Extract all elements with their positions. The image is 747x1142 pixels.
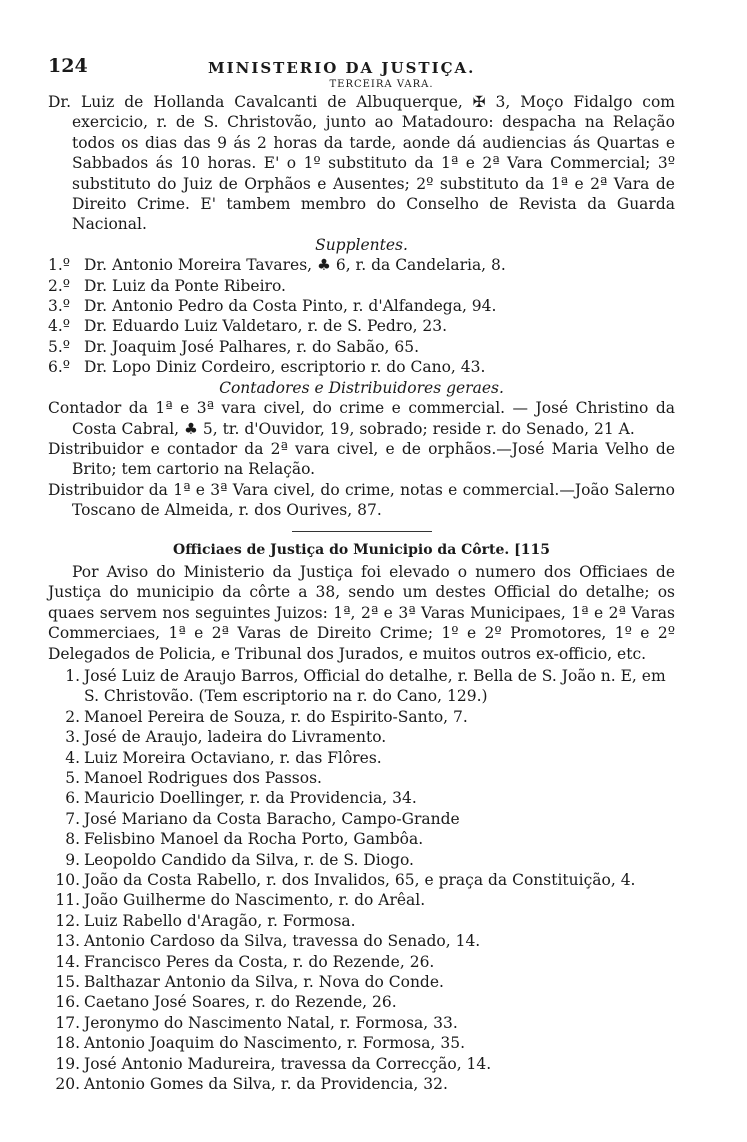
list-item: 6. Mauricio Doellinger, r. da Providencia, 34. (65, 789, 417, 808)
supplente-item: 1.º Dr. Antonio Moreira Tavares, ♣ 6, r. da Candelaria, 8. (48, 256, 506, 275)
list-item: 9. Leopoldo Candido da Silva, r. de S. Diogo. (65, 850, 414, 869)
list-item: 10. João da Costa Rabello, r. dos Invalidos, 65, e praça da Constituição, 4. (55, 871, 636, 890)
list-item: 4. Luiz Moreira Octaviano, r. das Flôres. (65, 748, 382, 767)
list-item: 8. Felisbino Manoel da Rocha Porto, Gambôa. (65, 830, 424, 849)
officiaes-intro: Por Aviso do Ministerio da Justiça foi elevado o numero dos Officiaes de Justiça do municipio da côrte a 38, sendo um destes Official do detalhe; os quaes servem nos seguintes Juizos: 1ª, 2ª e 3ª Varas Municipaes, 1ª e 2ª Varas Commerciaes, 1ª e 2ª Varas de Direito Crime; 1º e 2º Promotores, 1º e 2º Delegados de Policia, e Tribunal dos Jurados, e muitos outros ex-officio, etc. (48, 562, 675, 663)
list-item: 16. Caetano José Soares, r. do Rezende, 26. (55, 993, 397, 1012)
list-item: 3. José de Araujo, ladeira do Livramento. (65, 728, 387, 747)
list-item: 18. Antonio Joaquim do Nascimento, r. Formosa, 35. (55, 1034, 465, 1053)
section-title: TERCEIRA VARA. (329, 79, 434, 90)
list-item: 7. José Mariano da Costa Baracho, Campo-Grande (65, 809, 460, 828)
section-divider (292, 531, 432, 532)
list-item: 20. Antonio Gomes da Silva, r. da Providencia, 32. (55, 1075, 448, 1094)
list-item: 12. Luiz Rabello d'Aragão, r. Formosa. (55, 911, 356, 930)
list-item: 11. João Guilherme do Nascimento, r. do Arêal. (55, 891, 426, 910)
supplente-item: 4.º Dr. Eduardo Luiz Valdetaro, r. de S. Pedro, 23. (48, 317, 448, 336)
list-item: 17. Jeronymo do Nascimento Natal, r. Formosa, 33. (55, 1013, 458, 1032)
distribuidor-paragraph: Distribuidor e contador da 2ª vara civel, e de orphãos.—José Maria Velho de Brito; tem cartorio na Relação. (48, 439, 675, 479)
contador-paragraph: Contador da 1ª e 3ª vara civel, do crime e commercial. — José Christino da Costa Cabral, ♣ 5, tr. d'Ouvidor, 19, sobrado; reside r. do Senado, 21 A. (48, 399, 675, 438)
officiaes-list (48, 666, 675, 1095)
distribuidor-paragraph: Distribuidor da 1ª e 3ª Vara civel, do crime, notas e commercial.—João Salerno Toscano de Almeida, r. dos Ourives, 87. (48, 480, 675, 520)
list-item: 14. Francisco Peres da Costa, r. do Rezende, 26. (55, 952, 435, 971)
supplente-item: 2.º Dr. Luiz da Ponte Ribeiro. (48, 276, 286, 295)
officiaes-heading: Officiaes de Justiça do Municipio da Côrte. [115 (173, 541, 550, 558)
supplentes-list (48, 255, 675, 377)
page-header (48, 56, 675, 78)
list-item: 13. Antonio Cardoso da Silva, travessa do Senado, 14. (55, 932, 481, 951)
contadores-heading: Contadores e Distribuidores geraes. (219, 378, 504, 397)
list-item: 19. José Antonio Madureira, travessa da Correcção, 14. (55, 1054, 492, 1073)
supplente-item: 5.º Dr. Joaquim José Palhares, r. do Sabão, 65. (48, 337, 420, 356)
supplente-item: 3.º Dr. Antonio Pedro da Costa Pinto, r. d'Alfandega, 94. (48, 297, 497, 316)
list-item: 5. Manoel Rodrigues dos Passos. (65, 769, 322, 787)
page-number: 124 (48, 55, 88, 77)
running-title: MINISTERIO DA JUSTIÇA. (208, 59, 476, 77)
supplentes-heading: Supplentes. (315, 235, 408, 254)
list-item: 15. Balthazar Antonio da Silva, r. Nova do Conde. (55, 973, 444, 992)
list-item: 2. Manoel Pereira de Souza, r. do Espirito-Santo, 7. (65, 707, 468, 726)
list-item: 1. José Luiz de Araujo Barros, Official do detalhe, r. Bella de S. João n. E, em S. Christovão. (Tem escriptorio na r. do Cano, 129.) (65, 666, 666, 706)
supplente-item: 6.º Dr. Lopo Diniz Cordeiro, escriptorio r. do Cano, 43. (48, 358, 486, 377)
judge-paragraph: Dr. Luiz de Hollanda Cavalcanti de Albuquerque, ✠ 3, Moço Fidalgo com exercicio, r. de S. Christovão, junto ao Matadouro: despacha na Relação todos os dias das 9 ás 2 horas da tarde, aonde dá audiencias ás Quartas e Sabbados ás 10 horas. E' o 1º substituto da 1ª e 2ª Vara Commercial; 3º substituto do Juiz de Orphãos e Ausentes; 2º substituto da 1ª e 2ª Vara de Direito Crime. E' tambem membro do Conselho de Revista da Guarda Nacional. (48, 93, 675, 234)
